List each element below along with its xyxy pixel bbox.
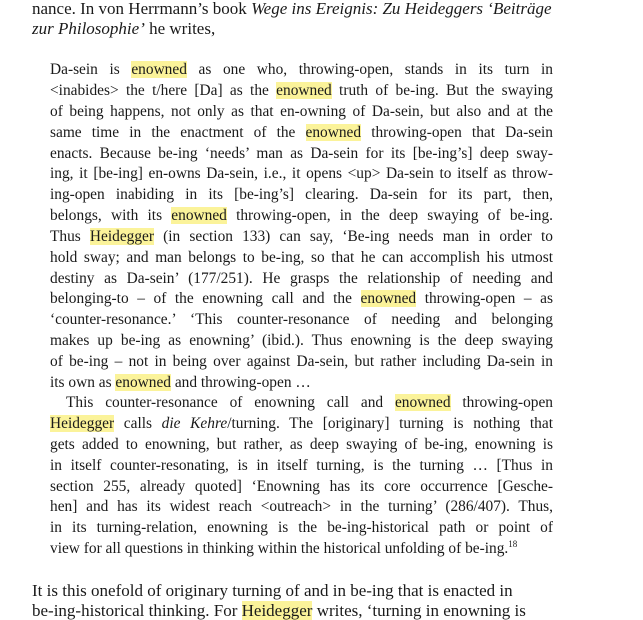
quote-line: hold sway; and man belongs to be-ing, so that he can accomplish his utmost [50,249,553,266]
quote-line: of being happens, not only as that en-owning of Da-sein, but also and at the [50,103,553,120]
body-line: It is this onefold of originary turning of and in be-ing that is enacted in [32,581,513,600]
quote-line: destiny as Da-sein’ (177/251). He grasps the relationship of needing and [50,270,553,287]
highlight: enowned [131,61,187,78]
quote-line: view for all questions in thinking within the historical unfolding of be-ing.$^{18}$ [50,539,518,557]
quote-line: its own as enowned and throwing-open … [50,374,311,391]
quote-line: Heidegger calls die Kehre/turning. The [originary] turning is nothing that [50,415,553,432]
quote-line: belonging-to – of the enowning call and the enowned throwing-open – as [50,290,553,307]
quote-line: enacts. Because be-ing ‘needs’ man as Da-sein for its [be-ing’s] deep sway- [50,145,553,162]
highlight: enowned [276,82,332,99]
text-run: he writes, [144,19,216,38]
quote-line: hen] and has its widest reach <outreach> in the turning’ (286/407). Thus, [50,498,553,515]
quote-line: same time in the enactment of the enowned throwing-open that Da-sein [50,124,553,141]
quote-line: gets added to enowning, but rather, as deep swaying of be-ing, enowning is [50,436,553,453]
highlight: Heidegger [89,228,155,245]
quote-line: in its turning-relation, enowning is the be-ing-historical path or point of [50,519,553,536]
italic-term: die Kehre [161,415,228,432]
highlight: enowned [360,290,417,307]
quote-line: makes up be-ing as enowning’ (ibid.). Thus enowning is the deep swaying [50,332,553,349]
quote-line: ing, it [be-ing] en-owns Da-sein, i.e., it opens <up> Da-sein to itself as throw- [50,165,553,182]
quote-line: in itself counter-resonating, is in itself turning, is the turning … [Thus in [50,457,553,474]
highlight: enowned [115,374,171,391]
body-line: be-ing-historical thinking. For Heidegger writes, ‘turning in enowning is [32,601,526,620]
quote-line: Da-sein is enowned as one who, throwing-open, stands in its turn in [50,61,553,78]
text-run: nance. In von Herrmann’s book [32,0,252,18]
highlight: enowned [305,124,362,141]
quote-line: of be-ing – not in being over against Da-sein, but rather including Da-sein in [50,353,553,370]
quote-line: ing-open inabiding in its [be-ing’s] clearing. Da-sein for its part, then, [50,186,553,203]
quote-line: section 255, already quoted] ‘Enowning has its core occurrence [Gesche- [50,478,553,495]
quote-line: belongs, with its enowned throwing-open, in the deep swaying of be-ing. [50,207,553,224]
footnote-ref[interactable]: 18 [508,539,518,549]
quote-line: <inabides> the t/here [Da] as the enowned truth of be-ing. But the swaying [50,82,553,99]
highlight: Heidegger [50,415,115,432]
intro-line-2 [32,20,215,37]
highlight: enowned [171,207,227,224]
highlight: Heidegger [241,601,313,620]
highlight: enowned [394,394,451,411]
quote-line: This counter-resonance of enowning call and enowned throwing-open [66,394,553,411]
quote-line: ‘counter-resonance.’ ‘This counter-resonance of needing and belonging [50,311,553,328]
book-title: Wege ins Ereignis: Zu Heideggers ‘Beiträge [251,0,552,18]
intro-line-1 [32,0,552,17]
quote-line: Thus Heidegger (in section 133) can say, ‘Be-ing needs man in order to [50,228,553,245]
book-title: zur Philosophie’ [32,19,145,38]
